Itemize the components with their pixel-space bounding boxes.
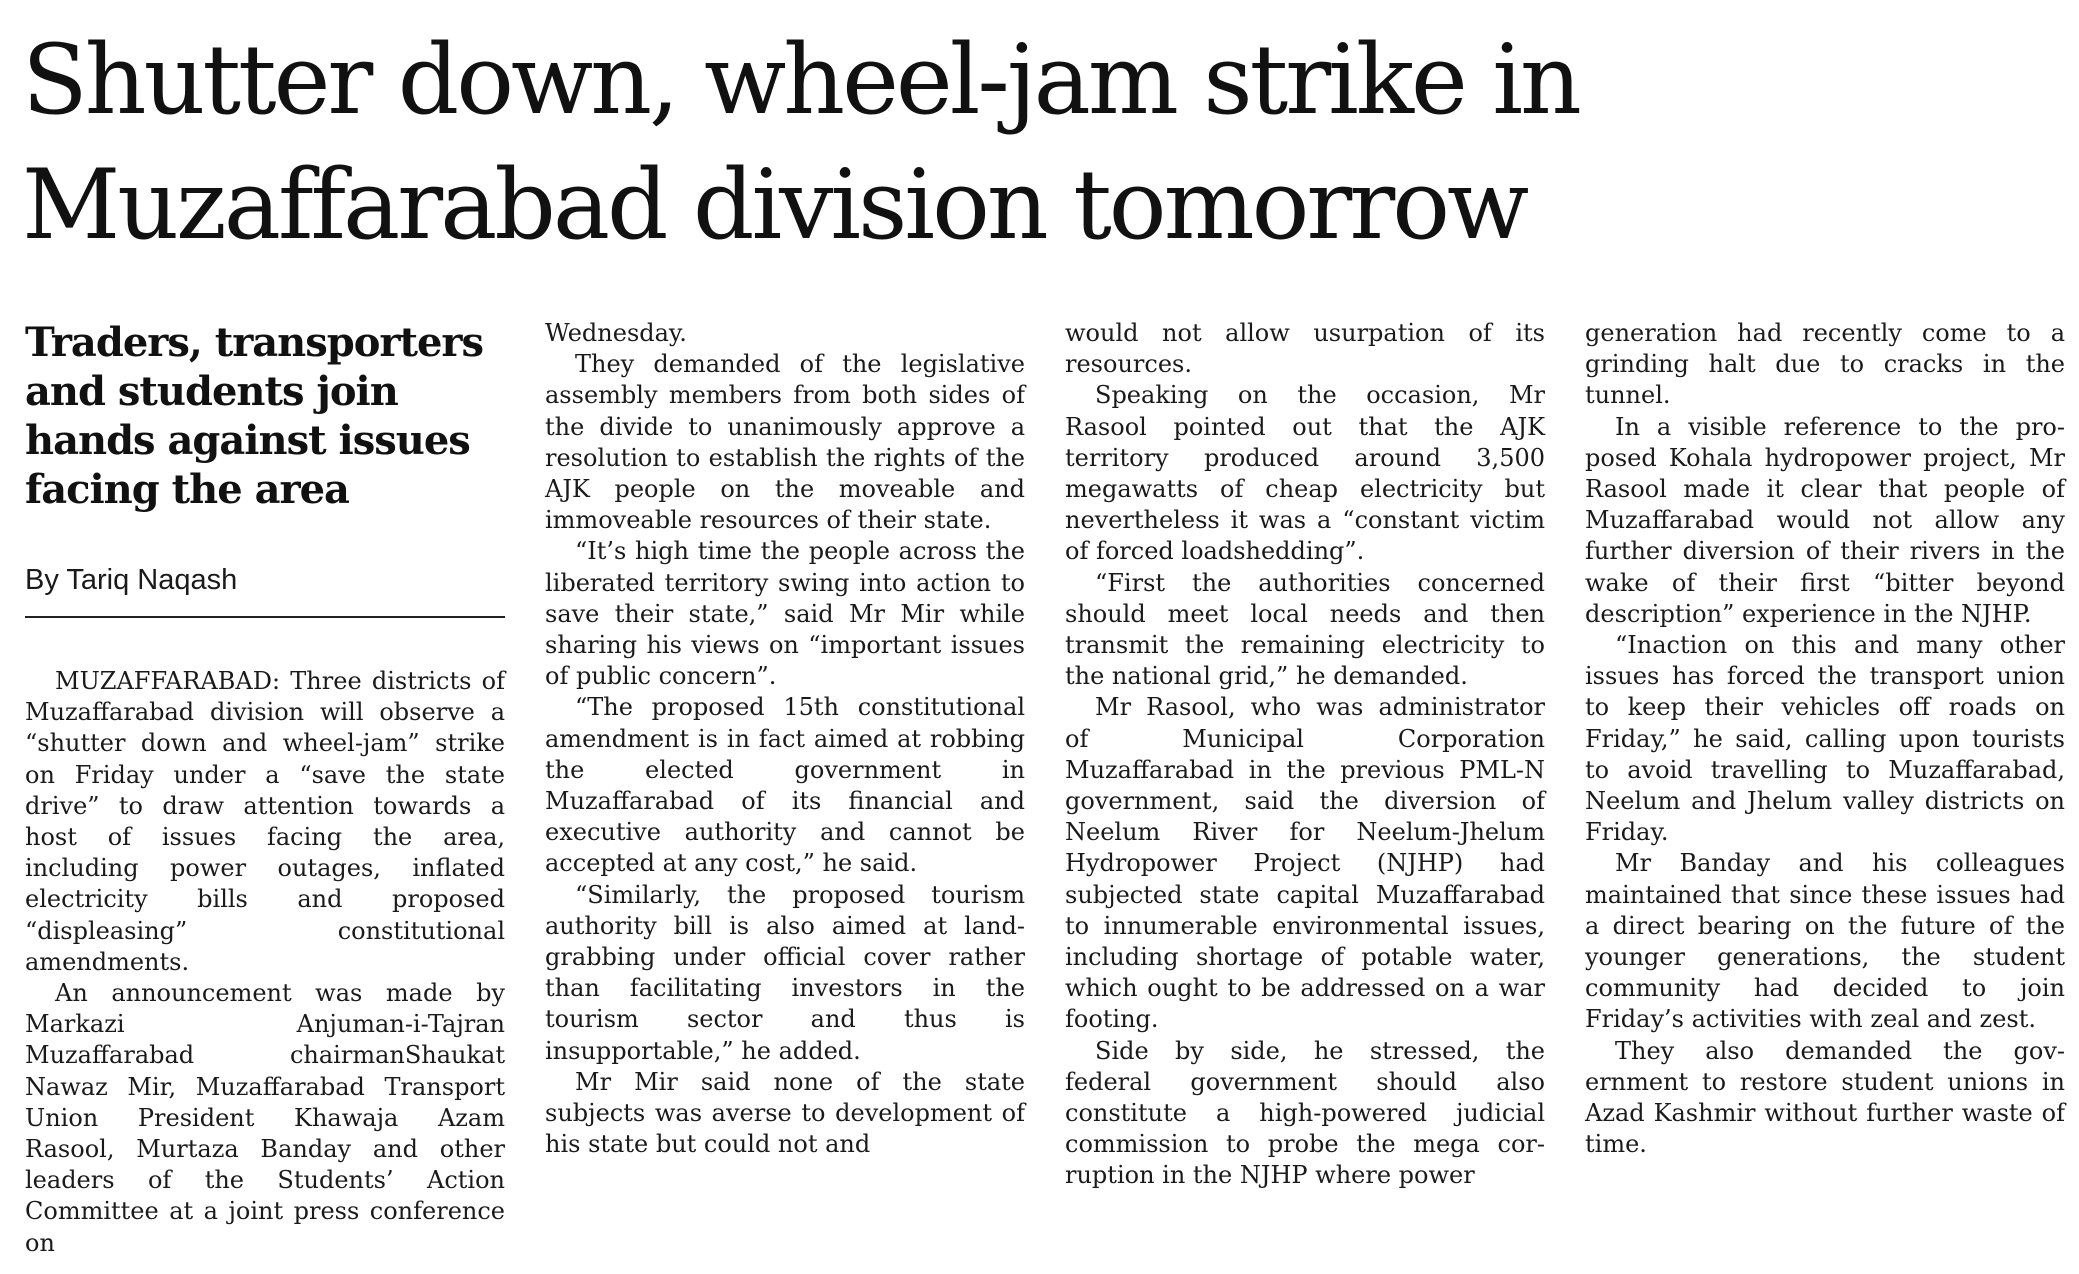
paragraph: Mr Mir said none of the state subjects was averse to development of his state but could not and (545, 1067, 1025, 1159)
paragraph: “Inaction on this and many other issues has forced the transport union to keep their vehicles off roads on Friday,” he said, calling upon tourists to avoid travelling to Muzaffarabad, Neelum and Jhelum valley districts on Friday. (1585, 631, 2065, 847)
paragraph: In a visible reference to the proposed Kohala hydropower project, Mr Rasool made it clear that people of Muzaffarabad would not allow any further diversion of their rivers in the wake of their first “bitter beyond description” experience in the NJHP. (1585, 412, 2065, 628)
paragraph: Mr Banday and his colleagues maintained that since these issues had a direct bearing on the future of the younger generations, the student community had decided to join Friday’s activities with zeal and zest. (1585, 849, 2065, 1034)
paragraph-continued: Wednesday. (545, 319, 687, 347)
byline: By Tariq Naqash (25, 562, 505, 618)
article-column-1 (25, 318, 505, 1259)
headline-line-1: Shutter down, wheel-jam strike in (22, 24, 1579, 136)
article-column-3 (1065, 318, 1545, 1192)
article-column-2 (545, 318, 1025, 1160)
column-1-body (25, 666, 505, 1259)
paragraph: Speaking on the occasion, Mr Rasool pointed out that the AJK territory produced around 3,500 megawatts of cheap electricity but nevertheless it was a “constant victim of forced loadshedding”. (1065, 381, 1545, 566)
paragraph: Mr Rasool, who was administrator of Municipal Corporation Muzaffarabad in the previous PML-N government, said the diversion of Neelum River for Neelum-Jhelum Hydropower Project (NJHP) had subjected state capital Muzaffarabad to innumerable environmental issues, including shortage of potable water, which ought to be addressed on a war footing. (1065, 693, 1545, 1034)
paragraph: They demanded of the legislative assembly members from both sides of the divide to unanimously approve a resolution to establish the rights of the AJK people on the moveable and immoveable resources of their state. (545, 350, 1025, 535)
paragraph-continued: generation had recently come to a grinding halt due to cracks in the tunnel. (1585, 319, 2065, 410)
paragraph: “The proposed 15th constitutional amendment is in fact aimed at robbing the elected government in Muzaffarabad of its financial and executive authority and cannot be accepted at any cost,” he said. (545, 693, 1025, 878)
headline (22, 18, 2022, 268)
paragraph: Side by side, he stressed, the federal government should also constitute a high-powered judicial commission to probe the mega corruption in the NJHP where power (1065, 1036, 1545, 1190)
subheadline: Traders, transporters and students join hands against issues facing the area (25, 319, 484, 513)
paragraph: “It’s high time the people across the liberated territory swing into action to save their state,” said Mr Mir while sharing his views on “important issues of public concern”. (545, 537, 1025, 691)
paragraph: They also demanded the government to restore student unions in Azad Kashmir without further waste of time. (1585, 1036, 2065, 1159)
paragraph-continued: would not allow usurpation of its resources. (1065, 319, 1545, 379)
paragraph: “First the authorities concerned should meet local needs and then transmit the remaining electricity to the national grid,” he demanded. (1065, 568, 1545, 691)
paragraph: An announcement was made by Markazi Anjuman-i-Tajran Muzaffarabad chairmanShaukat Nawaz Mir, Muzaffarabad Transport Union President Khawaja Azam Rasool, Murtaza Banday and other leaders of the Students’ Action Committee at a joint press conference on (25, 979, 505, 1257)
paragraph: MUZAFFARABAD: Three districts of Muzaffarabad division will observe a “shutter down and wheel-jam” strike on Friday under a “save the state drive” to draw attention towards a host of issues facing the area, including power outages, inflated electricity bills and proposed “displeasing” constitutional amendments. (25, 667, 505, 976)
paragraph: “Similarly, the proposed tourism authority bill is also aimed at land-grabbing under official cover rather than facilitating investors in the tourism sector and thus is insupportable,” he added. (545, 880, 1025, 1065)
headline-line-2: Muzaffarabad division tomorrow (22, 149, 1527, 261)
article-column-4 (1585, 318, 2065, 1160)
